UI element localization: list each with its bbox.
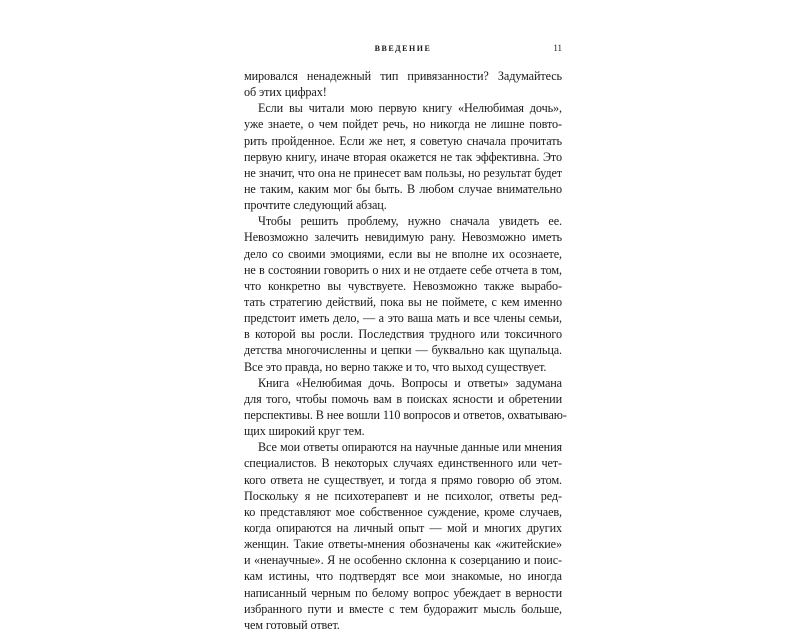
text-line: Все это правда, но верно также и то, что выход существует. — [244, 359, 547, 374]
text-line: перспективы. В нее вошли 110 вопросов и ответов, охватываю- — [244, 407, 567, 422]
text-line: кам истины, что подтвердят все мои знакомые, но иногда — [244, 569, 562, 584]
text-line: не значит, что она не принесет вам пользы, но результат будет — [244, 165, 562, 180]
paragraph — [244, 439, 562, 633]
text-line: в которой вы росли. Последствия трудного или токсичного — [244, 327, 562, 342]
text-line: Если вы читали мою первую книгу «Нелюбимая дочь», — [258, 101, 562, 116]
text-line: детства многочисленны и цепки — буквально как щупальца. — [244, 343, 562, 358]
text-line: женщин. Такие ответы-мнения обозначены как «житейские» — [244, 537, 562, 552]
paragraph-continued — [244, 68, 562, 100]
text-line: тать стратегию действий, пока вы не поймете, с кем именно — [244, 294, 562, 309]
paragraph — [244, 375, 567, 440]
body-text — [244, 68, 567, 633]
page-number: 11 — [553, 43, 562, 53]
book-page — [244, 42, 567, 632]
text-line: Невозможно залечить невидимую рану. Невозможно иметь — [244, 230, 562, 245]
section-title: ВВЕДЕНИЕ — [374, 44, 432, 53]
text-line: об этих цифрах! — [244, 85, 327, 100]
text-line: щих широкий круг тем. — [244, 424, 365, 439]
text-line: Все мои ответы опираются на научные данные или мнения — [258, 440, 562, 455]
paragraph — [244, 100, 562, 213]
text-line: ко представляют мое собственное суждение, кроме случаев, — [244, 504, 562, 519]
text-line: не в состоянии говорить о них и не отдаете себе отчета в том, — [244, 262, 562, 277]
text-line: Поскольку я не психотерапевт и не психолог, ответы ред- — [244, 488, 562, 503]
text-line: и «ненаучные». Я не особенно склонна к созерцанию и поис- — [244, 553, 562, 568]
text-line: первую книгу, иначе вторая окажется не так эффективна. Это — [244, 149, 562, 164]
text-line: уже знаете, о чем пойдет речь, но никогда не лишне повто- — [244, 117, 562, 132]
text-line: не таким, каким мог бы быть. В любом случае внимательно — [244, 181, 562, 196]
text-line: рить пройденное. Если же нет, я советую сначала прочитать — [244, 133, 562, 148]
text-line: мировался ненадежный тип привязанности? Задумайтесь — [244, 69, 562, 83]
text-line: Чтобы решить проблему, нужно сначала увидеть ее. — [258, 214, 562, 229]
text-line: кого ответа не существует, и тогда я прямо говорю об этом. — [244, 472, 562, 487]
text-line: прочтите следующий абзац. — [244, 198, 387, 213]
text-line: написанный черным по белому вопрос убеждает в верности — [244, 585, 562, 600]
text-line: дело со своими эмоциями, если вы не вполне их осознаете, — [244, 246, 562, 261]
text-line: что конкретно вы чувствуете. Невозможно также вырабо- — [244, 278, 562, 293]
text-line: избранного пути и вместе с тем будоражит мысль больше, — [244, 601, 562, 616]
running-head — [244, 42, 562, 58]
text-line: для того, чтобы помочь вам в поисках ясности и обретении — [244, 391, 562, 406]
text-line: чем готовый ответ. — [244, 617, 340, 632]
text-line: специалистов. В некоторых случаях единственного или чет- — [244, 456, 562, 471]
text-line: предстоит иметь дело, — а это ваша мать и все члены семьи, — [244, 311, 562, 326]
text-line: когда опираются на личный опыт — мой и многих других — [244, 520, 562, 535]
paragraph — [244, 213, 562, 374]
text-line: Книга «Нелюбимая дочь. Вопросы и ответы» задумана — [258, 375, 562, 390]
